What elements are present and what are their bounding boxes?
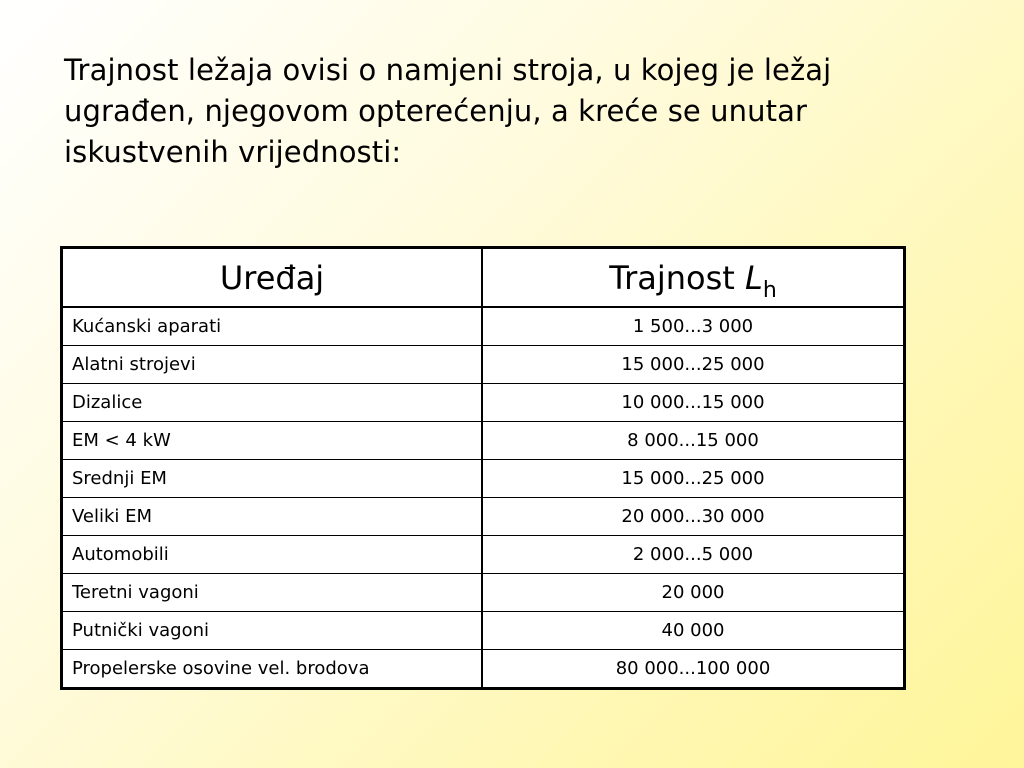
- header-life-prefix: Trajnost: [609, 258, 745, 297]
- life-cell: 1 500...3 000: [482, 307, 905, 346]
- device-cell: Teretni vagoni: [62, 574, 483, 612]
- device-cell: Putnički vagoni: [62, 612, 483, 650]
- device-cell: Kućanski aparati: [62, 307, 483, 346]
- life-cell: 80 000...100 000: [482, 650, 905, 689]
- header-life: [482, 248, 905, 308]
- life-cell: 10 000...15 000: [482, 384, 905, 422]
- table-row: [62, 460, 905, 498]
- table-row: [62, 346, 905, 384]
- device-cell: EM < 4 kW: [62, 422, 483, 460]
- device-cell: Alatni strojevi: [62, 346, 483, 384]
- table-row: [62, 307, 905, 346]
- life-cell: 2 000...5 000: [482, 536, 905, 574]
- device-cell: Srednji EM: [62, 460, 483, 498]
- table-row: [62, 422, 905, 460]
- table-row: [62, 536, 905, 574]
- life-cell: 40 000: [482, 612, 905, 650]
- device-cell: Dizalice: [62, 384, 483, 422]
- table-row: [62, 384, 905, 422]
- life-cell: 8 000...15 000: [482, 422, 905, 460]
- device-cell: Propelerske osovine vel. brodova: [62, 650, 483, 689]
- table-row: [62, 498, 905, 536]
- device-cell: Automobili: [62, 536, 483, 574]
- header-life-symbol: L: [744, 258, 763, 297]
- life-cell: 15 000...25 000: [482, 346, 905, 384]
- table-row: [62, 574, 905, 612]
- header-life-subscript: h: [762, 277, 777, 303]
- table-row: [62, 650, 905, 689]
- bearing-life-table: [60, 246, 906, 690]
- life-cell: 20 000: [482, 574, 905, 612]
- life-cell: 20 000...30 000: [482, 498, 905, 536]
- intro-paragraph: Trajnost ležaja ovisi o namjeni stroja, u kojeg je ležaj ugrađen, njegovom opterećenju, a kreće se unutar iskustvenih vrijednosti:: [64, 53, 832, 169]
- header-device: Uređaj: [62, 248, 483, 308]
- device-cell: Veliki EM: [62, 498, 483, 536]
- life-cell: 15 000...25 000: [482, 460, 905, 498]
- table-header-row: [62, 248, 905, 308]
- table-row: [62, 612, 905, 650]
